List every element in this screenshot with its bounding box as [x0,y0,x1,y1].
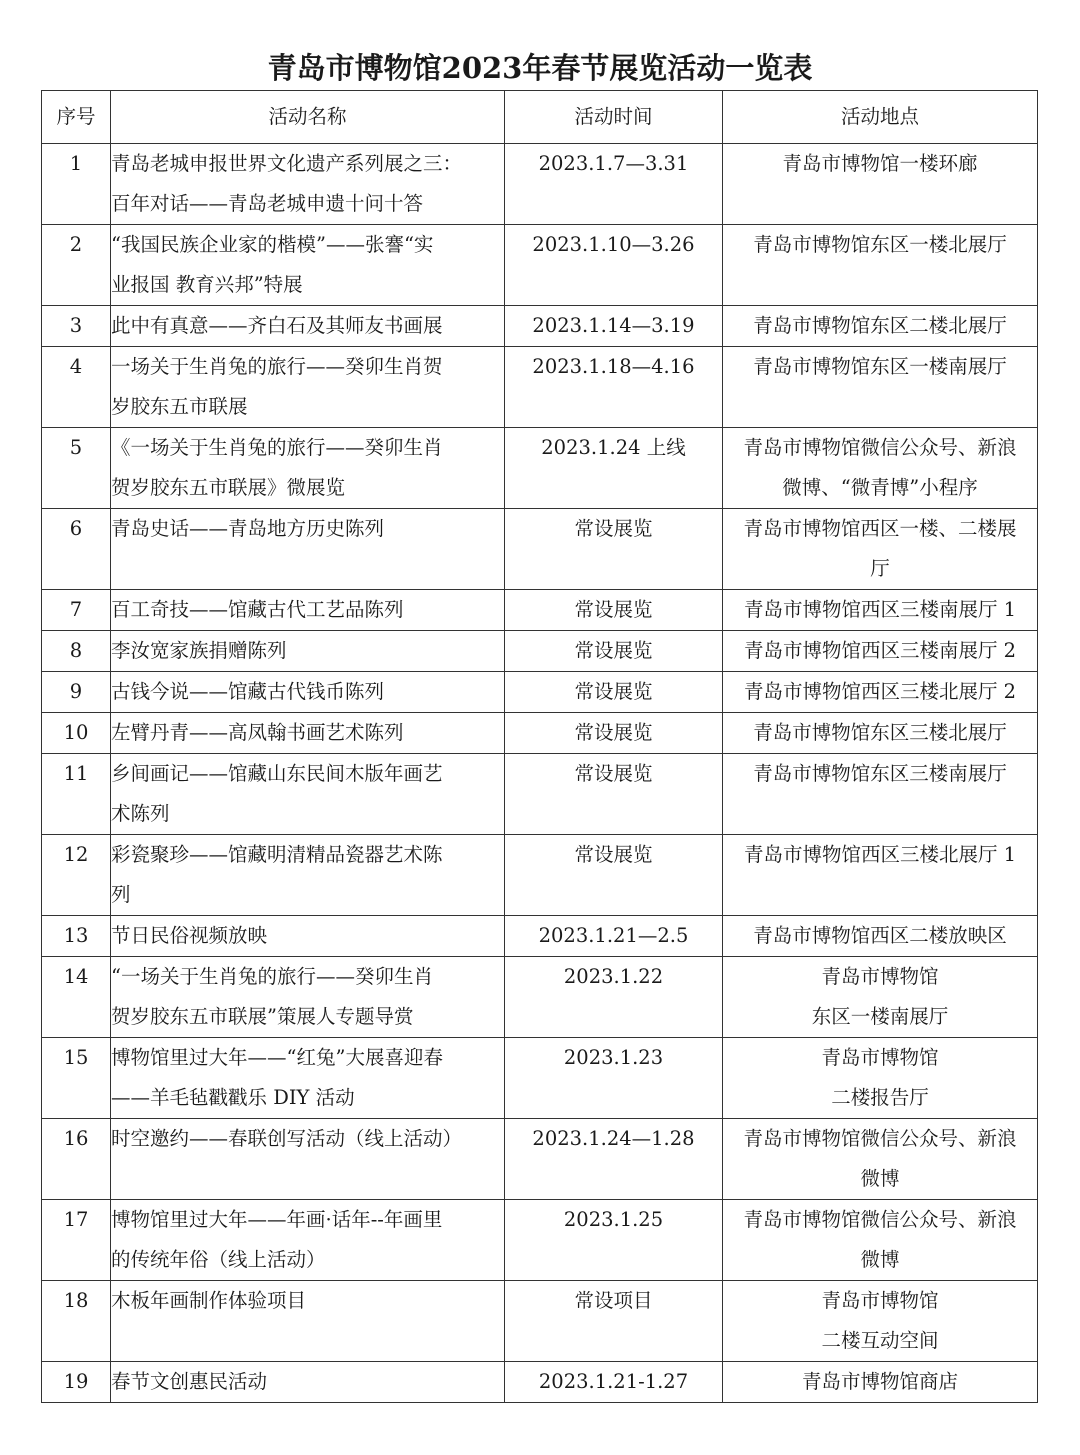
activity-time [505,672,723,713]
activity-time-line: 常设展览 [574,517,653,540]
activity-name-line: 此中有真意——齐白石及其师友书画展 [111,314,443,337]
activity-time [505,631,723,672]
table-row [42,306,1038,347]
activity-name-line: 李汝宽家族捐赠陈列 [111,639,287,662]
activity-place-line: 青岛市博物馆东区二楼北展厅 [753,314,1007,337]
activity-time [505,225,723,306]
table-row [42,1281,1038,1362]
activity-place-line: 微博 [860,1248,900,1271]
activity-time-line: 2023.1.24—1.28 [532,1127,695,1150]
activity-place [723,916,1038,957]
activity-time [505,428,723,509]
activity-place-line: 青岛市博物馆微信公众号、新浪 [743,436,1017,459]
activity-time [505,347,723,428]
row-number: 16 [42,1119,111,1200]
activity-name-line: 列 [111,883,131,906]
activity-place-line: 青岛市博物馆 [821,1046,939,1069]
activity-time [505,754,723,835]
activity-name-line: 木板年画制作体验项目 [111,1289,307,1312]
row-number: 8 [42,631,111,672]
row-number: 17 [42,1200,111,1281]
activity-name-line: 百年对话——青岛老城申遗十问十答 [111,192,424,215]
table-row [42,509,1038,590]
activity-time-line: 常设项目 [574,1289,653,1312]
activity-place [723,347,1038,428]
activity-name [111,713,505,754]
activity-name-line: ——羊毛毡戳戳乐 DIY 活动 [111,1086,355,1109]
activity-place-line: 微博 [860,1167,900,1190]
activity-time-line: 2023.1.14—3.19 [532,314,695,337]
activity-time [505,1038,723,1119]
row-number: 3 [42,306,111,347]
activity-name [111,835,505,916]
activity-name-line: 时空邀约——春联创写活动（线上活动） [111,1127,463,1150]
activity-place-line: 青岛市博物馆东区一楼北展厅 [753,233,1007,256]
activity-name-line: 青岛史话——青岛地方历史陈列 [111,517,385,540]
activity-place [723,713,1038,754]
row-number: 2 [42,225,111,306]
table-row [42,428,1038,509]
activity-name [111,754,505,835]
activity-place [723,428,1038,509]
document-title: 青岛市博物馆2023年春节展览活动一览表 [267,51,813,85]
activity-time-line: 2023.1.7—3.31 [538,152,689,175]
table-row [42,1038,1038,1119]
activity-place [723,754,1038,835]
activity-name-line: 《一场关于生肖兔的旅行——癸卯生肖 [111,436,443,459]
activity-time [505,1362,723,1403]
activity-name [111,916,505,957]
row-number: 10 [42,713,111,754]
table-row [42,672,1038,713]
header-no: 序号 [42,91,111,144]
row-number: 6 [42,509,111,590]
activity-place-line: 青岛市博物馆 [821,1289,939,1312]
activity-place [723,225,1038,306]
activity-name-line: 贺岁胶东五市联展”策展人专题导赏 [111,1005,414,1028]
row-number: 18 [42,1281,111,1362]
activity-name [111,509,505,590]
table-row [42,590,1038,631]
activity-place-line: 厅 [870,557,890,580]
activity-time-line: 常设展览 [574,639,653,662]
activity-place-line: 青岛市博物馆西区二楼放映区 [753,924,1007,947]
activities-table [41,90,1038,1403]
activity-place-line: 青岛市博物馆西区三楼南展厅 2 [743,639,1017,662]
activity-name [111,144,505,225]
activity-time-line: 2023.1.18—4.16 [532,355,695,378]
activity-name [111,1281,505,1362]
activity-place-line: 青岛市博物馆商店 [801,1370,958,1393]
row-number: 19 [42,1362,111,1403]
activity-name-line: 彩瓷聚珍——馆藏明清精品瓷器艺术陈 [111,843,443,866]
activity-place [723,509,1038,590]
row-number: 12 [42,835,111,916]
activity-place [723,590,1038,631]
activity-name [111,1119,505,1200]
activity-time [505,144,723,225]
activity-time-line: 2023.1.10—3.26 [532,233,695,256]
header-name: 活动名称 [111,91,505,144]
row-number: 4 [42,347,111,428]
activity-name-line: 左臂丹青——高凤翰书画艺术陈列 [111,721,404,744]
row-number: 7 [42,590,111,631]
activity-name-line: 古钱今说——馆藏古代钱币陈列 [111,680,385,703]
activity-place [723,306,1038,347]
activity-name [111,957,505,1038]
activity-name [111,1038,505,1119]
activity-time [505,957,723,1038]
table-row [42,144,1038,225]
activity-place-line: 青岛市博物馆微信公众号、新浪 [743,1127,1017,1150]
activity-name [111,225,505,306]
row-number: 9 [42,672,111,713]
activity-name-line: 节日民俗视频放映 [111,924,268,947]
row-number: 15 [42,1038,111,1119]
activity-name [111,672,505,713]
activity-place-line: 青岛市博物馆西区一楼、二楼展 [743,517,1017,540]
activity-time-line: 2023.1.23 [563,1046,664,1069]
activity-time [505,1281,723,1362]
activity-place-line: 二楼报告厅 [831,1086,929,1109]
activity-place [723,1200,1038,1281]
activity-time-line: 2023.1.24 上线 [541,436,686,459]
activity-time [505,590,723,631]
activity-name-line: 的传统年俗（线上活动） [111,1248,326,1271]
table-row [42,1200,1038,1281]
activity-place-line: 东区一楼南展厅 [811,1005,949,1028]
activity-name [111,1200,505,1281]
table-body [42,144,1038,1403]
activity-name [111,428,505,509]
activity-time [505,509,723,590]
activity-name-line: “一场关于生肖兔的旅行——癸卯生肖 [111,965,433,988]
activity-time-line: 常设展览 [574,762,653,785]
header-time: 活动时间 [505,91,723,144]
header-place: 活动地点 [723,91,1038,144]
activity-name-line: 一场关于生肖兔的旅行——癸卯生肖贺 [111,355,443,378]
activity-name-line: 百工奇技——馆藏古代工艺品陈列 [111,598,404,621]
activity-time [505,1119,723,1200]
table-row [42,754,1038,835]
row-number: 14 [42,957,111,1038]
activity-place-line: 青岛市博物馆 [821,965,939,988]
activity-place [723,1038,1038,1119]
activity-place-line: 微博、“微青博”小程序 [782,476,978,499]
activity-place-line: 青岛市博物馆西区三楼北展厅 2 [743,680,1017,703]
activity-name-line: 贺岁胶东五市联展》微展览 [111,476,346,499]
activity-place-line: 青岛市博物馆西区三楼北展厅 1 [743,843,1017,866]
activity-time [505,916,723,957]
activity-time [505,306,723,347]
activity-place [723,1281,1038,1362]
table-row [42,631,1038,672]
table-row [42,957,1038,1038]
table-row [42,916,1038,957]
activity-name [111,306,505,347]
row-number: 1 [42,144,111,225]
activity-time-line: 2023.1.21—2.5 [538,924,689,947]
activity-place [723,835,1038,916]
row-number: 11 [42,754,111,835]
activity-time-line: 2023.1.25 [563,1208,664,1231]
table-row [42,1362,1038,1403]
activity-time-line: 2023.1.21-1.27 [538,1370,689,1393]
activity-time [505,1200,723,1281]
table-header-row [42,91,1038,144]
table-row [42,347,1038,428]
activity-place [723,1362,1038,1403]
activity-place-line: 二楼互动空间 [821,1329,939,1352]
activity-place-line: 青岛市博物馆东区一楼南展厅 [753,355,1007,378]
activity-name-line: 博物馆里过大年——“红兔”大展喜迎春 [111,1046,443,1069]
table-row [42,835,1038,916]
activity-place-line: 青岛市博物馆一楼环廊 [782,152,978,175]
activity-time-line: 常设展览 [574,598,653,621]
activity-time [505,713,723,754]
row-number: 5 [42,428,111,509]
activity-time-line: 常设展览 [574,721,653,744]
activity-name-line: 乡间画记——馆藏山东民间木版年画艺 [111,762,443,785]
activity-time-line: 常设展览 [574,843,653,866]
activity-name-line: 术陈列 [111,802,170,825]
activity-place [723,631,1038,672]
activity-time-line: 2023.1.22 [563,965,664,988]
table-row [42,713,1038,754]
activity-name [111,631,505,672]
activity-place-line: 青岛市博物馆微信公众号、新浪 [743,1208,1017,1231]
table-row [42,225,1038,306]
activity-time-line: 常设展览 [574,680,653,703]
activity-name-line: 岁胶东五市联展 [111,395,248,418]
activity-place-line: 青岛市博物馆东区三楼北展厅 [753,721,1007,744]
activity-place-line: 青岛市博物馆西区三楼南展厅 1 [743,598,1017,621]
table-row [42,1119,1038,1200]
activity-name [111,590,505,631]
activity-name [111,347,505,428]
activity-name-line: 业报国 教育兴邦”特展 [111,273,303,296]
activity-name-line: 春节文创惠民活动 [111,1370,268,1393]
activity-place-line: 青岛市博物馆东区三楼南展厅 [753,762,1007,785]
activity-name [111,1362,505,1403]
activity-place [723,672,1038,713]
activity-time [505,835,723,916]
activity-place [723,957,1038,1038]
activity-name-line: 博物馆里过大年——年画·话年--年画里 [111,1208,443,1231]
activity-place [723,144,1038,225]
activity-place [723,1119,1038,1200]
activity-name-line: 青岛老城申报世界文化遗产系列展之三： [111,152,463,175]
row-number: 13 [42,916,111,957]
activity-name-line: “我国民族企业家的楷模”——张謇“实 [111,233,434,256]
